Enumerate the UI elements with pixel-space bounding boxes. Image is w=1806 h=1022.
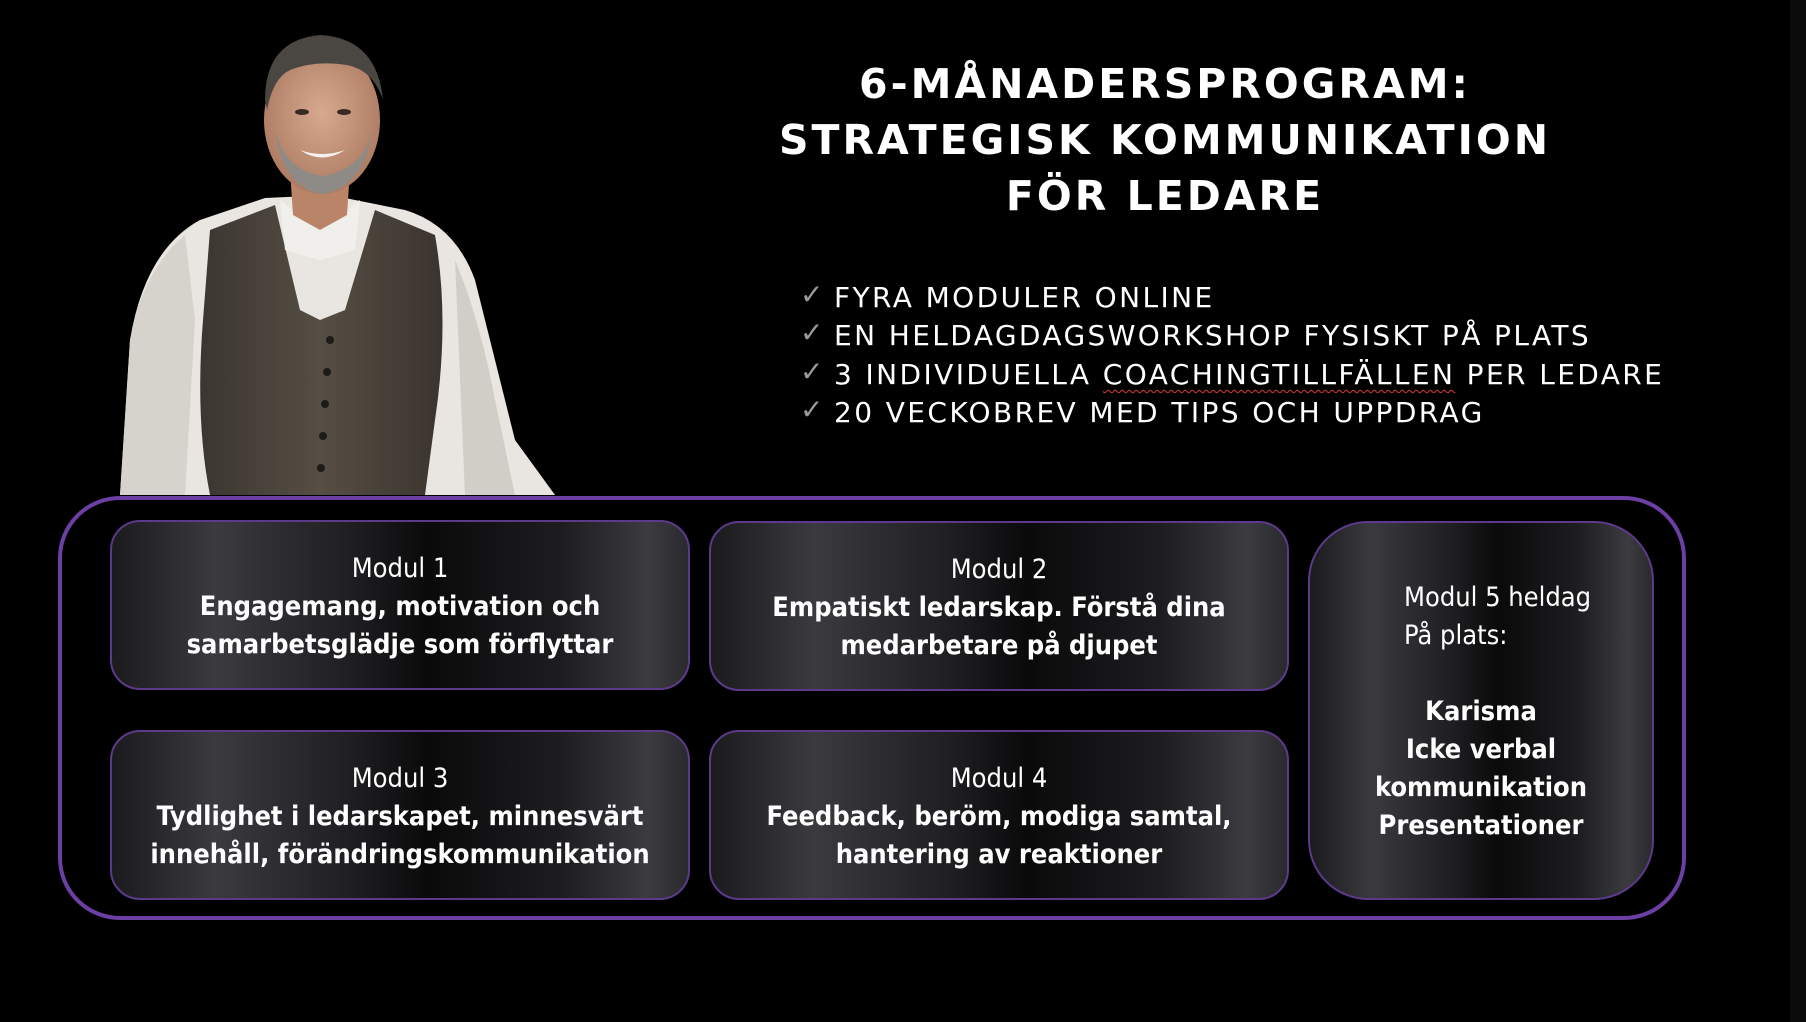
feature-text: EN HELDAGDAGSWORKSHOP FYSISKT PÅ PLATS (834, 319, 1592, 353)
module-card-2 (709, 521, 1289, 691)
feature-list (800, 278, 1700, 432)
module-title: Modul 5 heldag (1404, 582, 1592, 613)
feature-text: FYRA MODULER ONLINE (834, 280, 1215, 314)
module-card-4 (709, 730, 1289, 900)
checkmark-icon: ✓ (800, 393, 824, 427)
module-description-line: Tydlighet i ledarskapet, minnesvärt (156, 801, 644, 832)
module-topic: Presentationer (1378, 810, 1584, 841)
feature-item (800, 278, 1700, 317)
module-description-line: innehåll, förändringskommunikation (150, 839, 650, 870)
module-card-1 (110, 520, 690, 690)
module-description-line: Feedback, beröm, modiga samtal, (766, 801, 1232, 832)
module-topic: kommunikation (1374, 772, 1588, 803)
module-description-line: Engagemang, motivation och (199, 591, 601, 622)
feature-text: 20 VECKOBREV MED TIPS OCH UPPDRAG (834, 396, 1485, 430)
feature-text-pre: 3 INDIVIDUELLA (834, 357, 1103, 391)
title-line-3: FÖR LEDARE (1005, 172, 1325, 220)
feature-text (834, 358, 1664, 391)
module-topic: Icke verbal (1405, 734, 1557, 765)
feature-item (800, 317, 1700, 356)
feature-item (800, 394, 1700, 433)
checkmark-icon: ✓ (800, 354, 824, 388)
module-title: Modul 4 (950, 763, 1048, 794)
module-title: Modul 3 (351, 763, 449, 794)
module-card-3 (110, 730, 690, 900)
title-line-1: 6-MÅNADERSPROGRAM: (859, 60, 1471, 108)
scrollbar-strip (1790, 0, 1806, 1022)
feature-text-post: PER LEDARE (1455, 357, 1665, 391)
module-description-line: medarbetare på djupet (840, 630, 1158, 661)
module-description-line: Empatiskt ledarskap. Förstå dina (772, 592, 1226, 623)
module-title: Modul 2 (950, 554, 1048, 585)
feature-item (800, 355, 1700, 394)
program-title (740, 56, 1590, 224)
spellcheck-word[interactable]: COACHINGTILLFÄLLEN (1102, 357, 1456, 391)
title-line-2: STRATEGISK KOMMUNIKATION (778, 116, 1552, 164)
module-description-line: hantering av reaktioner (835, 839, 1163, 870)
module-subtitle: På plats: (1404, 620, 1508, 651)
module-title: Modul 1 (351, 553, 449, 584)
module-description-line: samarbetsglädje som förflyttar (186, 629, 614, 660)
checkmark-icon: ✓ (800, 316, 824, 350)
presenter-photo (115, 20, 575, 495)
checkmark-icon: ✓ (800, 277, 824, 311)
module-topic: Karisma (1425, 696, 1537, 727)
module-card-5 (1308, 521, 1654, 900)
spacer (1310, 655, 1652, 693)
